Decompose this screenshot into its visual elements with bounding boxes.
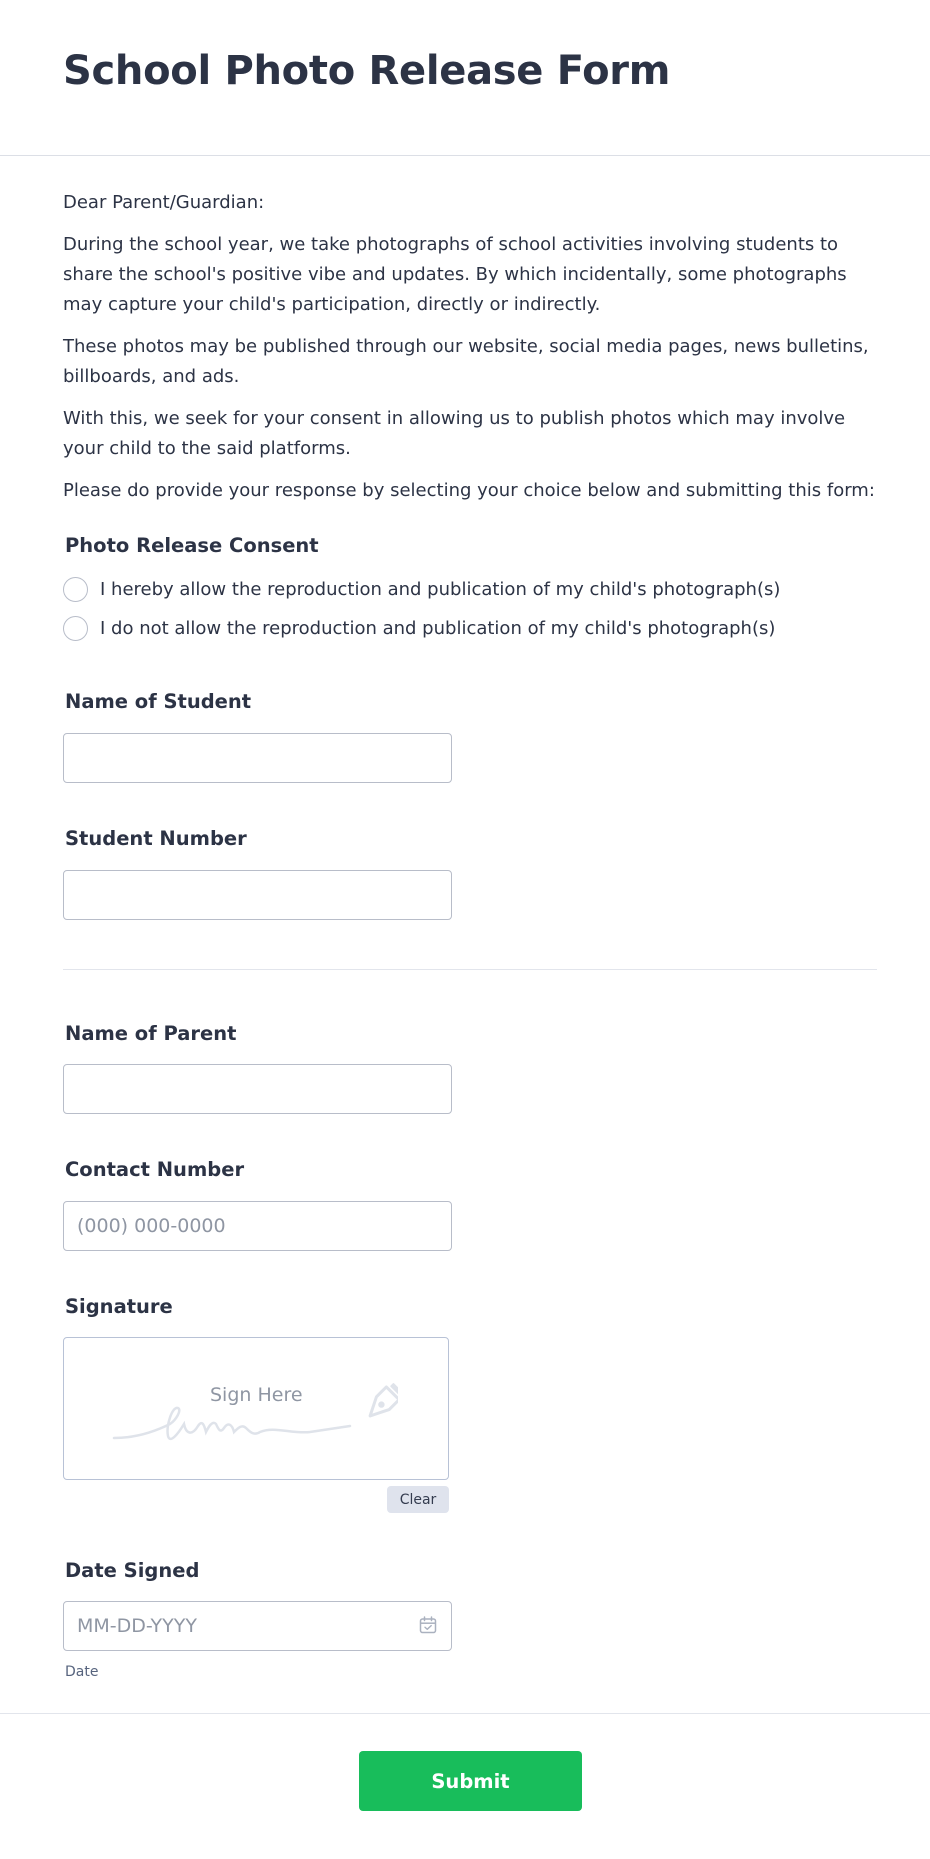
intro-text (63, 188, 883, 518)
section-divider (63, 969, 877, 970)
date-sublabel: Date (65, 1664, 99, 1680)
intro-paragraph: Please do provide your response by selecting your choice below and submitting this form: (63, 480, 875, 501)
clear-signature-button[interactable]: Clear (387, 1486, 449, 1513)
student-number-input[interactable] (63, 870, 452, 920)
pen-nib-icon (364, 1381, 398, 1422)
radio-option-label[interactable]: I do not allow the reproduction and publication of my child's photograph(s) (100, 617, 776, 639)
contact-number-label: Contact Number (65, 1158, 245, 1181)
footer-divider (0, 1713, 930, 1714)
student-name-label: Name of Student (65, 690, 252, 713)
date-signed-label: Date Signed (65, 1559, 200, 1582)
signature-pad[interactable] (63, 1337, 449, 1480)
student-name-input[interactable] (63, 733, 452, 783)
greeting-text: Dear Parent/Guardian: (63, 192, 265, 213)
parent-name-input[interactable] (63, 1064, 452, 1114)
contact-number-input[interactable] (63, 1201, 452, 1251)
student-number-label: Student Number (65, 827, 247, 850)
intro-paragraph: During the school year, we take photographs of school activities involving students to share the school's positive vibe and updates. By which incidentally, some photographs may capture your child's participation, directly or indirectly. (63, 234, 847, 315)
intro-paragraph: With this, we seek for your consent in allowing us to publish photos which may involve your child to the said platforms. (63, 408, 846, 459)
radio-button-icon[interactable] (63, 616, 88, 641)
radio-option-allow[interactable] (63, 576, 780, 602)
intro-paragraph: These photos may be published through our website, social media pages, news bulletins, billboards, and ads. (63, 336, 869, 387)
signature-label: Signature (65, 1295, 173, 1318)
form-header (0, 0, 930, 156)
signature-hint: Sign Here (210, 1384, 303, 1406)
radio-button-icon[interactable] (63, 577, 88, 602)
date-signed-input[interactable] (63, 1601, 452, 1651)
form-title: School Photo Release Form (63, 48, 671, 94)
calendar-icon[interactable] (418, 1615, 438, 1635)
radio-option-label[interactable]: I hereby allow the reproduction and publication of my child's photograph(s) (100, 578, 781, 600)
submit-button[interactable]: Submit (359, 1751, 582, 1811)
consent-label: Photo Release Consent (65, 534, 319, 557)
parent-name-label: Name of Parent (65, 1022, 237, 1045)
radio-option-disallow[interactable] (63, 615, 775, 641)
